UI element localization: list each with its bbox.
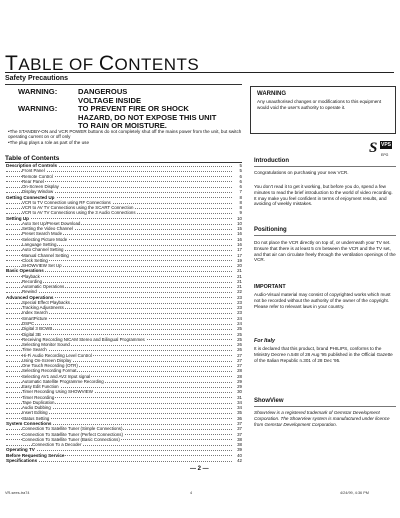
toc-entry-title: Using On-Screen Display: [22, 357, 72, 363]
toc-entry-title: Operating TV: [6, 447, 35, 453]
toc-entry-page: 37: [232, 432, 242, 437]
intro-text-2: You don't read it to get it working, but before you do, spend a few minutes to read the brief introduction to the world of video recording. It may make you feel confident in terms of enjoyment results, and avoiding of weekly mistakes.: [254, 184, 393, 207]
toc-entry-page: 17: [232, 247, 242, 252]
warning-line: HAZARD, DO NOT EXPOSE THIS UNIT: [78, 112, 217, 122]
toc-entry-page: 28: [232, 374, 242, 379]
toc-entry-page: 21: [232, 268, 242, 273]
warning-block: [18, 88, 242, 131]
toc-entry-title: VCR to AV TV Connections using the SCART Connection: [22, 205, 134, 211]
toc-entry-page: 8: [232, 205, 242, 210]
toc-entry-page: 28: [232, 368, 242, 373]
toc-entry-title: Digital 3 BCWB: [22, 326, 53, 332]
safety-heading: Safety Precautions: [5, 75, 69, 82]
toc-entry-page: 16: [232, 242, 242, 247]
toc-entry-title: Basic Operations: [6, 268, 44, 274]
toc-entry-page: 20: [232, 263, 242, 268]
toc-entry-title: Audio Dubbing: [22, 405, 51, 411]
toc-entry-page: 38: [232, 437, 242, 442]
toc-entry-title: Selecting Recording Format: [22, 368, 77, 374]
toc-entry-title: Index Search: [22, 310, 48, 316]
warning-line: VOLTAGE INSIDE: [78, 95, 142, 105]
positioning-text: Do not place the VCR directly on top of, or underneath your TV set. Ensure that there is at least 5 cm between the VCR and the TV set, and that air can circulate freely through the ventilation openings of the VCR.: [254, 240, 396, 263]
footer-file: VR-sees-tra74: [5, 491, 30, 495]
toc-entry-page: 21: [232, 279, 242, 284]
toc-entry-page: 42: [232, 458, 242, 463]
toc-entry-title: Remote Control: [22, 173, 53, 179]
toc-entry-title: Automatic Satellite Programme Recording: [22, 378, 104, 384]
toc-entry-page: 23: [232, 295, 242, 300]
toc-entry-page: 29: [232, 384, 242, 389]
toc-entry-page: 40: [232, 453, 242, 458]
toc-entry-title: Display Window: [22, 189, 54, 195]
positioning-rule: [254, 235, 396, 236]
toc-entry-title: Rewind: [22, 289, 37, 295]
italy-text: It is declared that this product, brand PHILIPS, conforms to the Ministry Decree n.548 of 28 Aug '95 published in the Official Gazette of the Italian Republic n.301 of 28 Dec '95.: [254, 346, 393, 363]
toc-entry-page: 27: [232, 358, 242, 363]
toc-list: [6, 163, 242, 463]
intro-heading: Introduction: [254, 158, 289, 164]
toc-entry-title: Connection To Satellite Tuner (Basic Connections): [22, 436, 120, 442]
toc-entry-title: DSPC: [22, 320, 35, 326]
toc-entry-page: 31: [232, 395, 242, 400]
toc-entry-title: Tape Duplication: [22, 399, 55, 405]
toc-entry-title: System Connections: [6, 421, 52, 427]
toc-entry-page: 27: [232, 363, 242, 368]
toc-entry-page: 21: [232, 274, 242, 279]
toc-entry-page: 17: [232, 253, 242, 258]
toc-entry-title: Playback: [22, 273, 40, 279]
toc-entry-title: SHOWVIEW Set Up: [22, 263, 62, 269]
toc-entry-page: 29: [232, 379, 242, 384]
toc-entry-title: Specifications: [6, 457, 38, 463]
warning-line: TO RAIN OR MOISTURE.: [78, 121, 167, 131]
toc-entry-page: 25: [232, 332, 242, 337]
toc-entry-title: Timer Recording: [22, 394, 55, 400]
vps-logo-icon: S VPS EPG: [369, 140, 392, 157]
positioning-heading: Positioning: [254, 227, 287, 233]
warning-line: WARNING: DANGEROUS: [18, 87, 128, 96]
italy-box: [254, 338, 396, 398]
toc-entry-title: Recording: [22, 278, 43, 284]
toc-entry-title: Front Panel: [22, 168, 45, 174]
important-heading: IMPORTANT: [254, 284, 286, 290]
toc-entry-title: Language Setting: [22, 241, 57, 247]
page-title: TABLE OF CONTENTS: [5, 52, 200, 75]
toc-entry-page: 8: [232, 200, 242, 205]
bullet-item: • The plug plays a role as part of the use: [8, 140, 243, 145]
toc-entry-page: 34: [232, 400, 242, 405]
toc-entry-page: 10: [232, 221, 242, 226]
showview-rule: [254, 406, 396, 407]
toc-entry-title: Rear Panel: [22, 178, 44, 184]
toc-entry-title: Selecting Picture Mode: [22, 236, 68, 242]
safety-rule: [5, 84, 242, 85]
toc-entry-page: 5: [232, 168, 242, 173]
toc-entry-page: 24: [232, 321, 242, 326]
bullet-item: • The STANDBY-ON and VCR POWER buttons do not completely shut off the mains power from the unit, but switch operating current on or off only: [8, 129, 243, 140]
title-rule: [5, 72, 394, 73]
toc-entry-title: Connection To Satellite Tuner (Simple Connections): [22, 426, 123, 432]
toc-entry-title: Manual Channel Setting: [22, 252, 69, 258]
toc-entry-title: Auto Set Up/Preset Download: [22, 220, 81, 226]
toc-entry-title: Getting Connected Up: [6, 194, 55, 200]
leader-dots: [6, 292, 232, 293]
toc-entry-title: Selecting AV1 and AV2 Input signal: [22, 373, 91, 379]
toc-entry-title: Status Setting: [22, 415, 50, 421]
toc-entry-title: Easy Edit Function: [22, 384, 59, 390]
toc-entry-page: 6: [232, 184, 242, 189]
toc-entry-page: 23: [232, 300, 242, 305]
important-box: [254, 284, 396, 344]
toc-entry-title: Connection To Satellite Tuner (Perfect Connections): [22, 431, 123, 437]
toc-entry-page: 30: [232, 389, 242, 394]
toc-entry-page: 27: [232, 353, 242, 358]
toc-entry-title: Tracking Adjustments: [22, 305, 64, 311]
leader-dots: [6, 324, 232, 325]
warning-box-heading: WARNING: [257, 91, 286, 97]
toc-entry-page: 22: [232, 289, 242, 294]
toc-entry-title: One Touch Recording (OTR): [22, 363, 78, 369]
toc-entry-page: 24: [232, 316, 242, 321]
leader-dots: [6, 461, 232, 462]
toc-entry-title: Timer Recording Using SHOWVIEW: [22, 389, 93, 395]
toc-entry-page: 23: [232, 305, 242, 310]
intro-rule: [254, 166, 396, 167]
toc-entry: [6, 458, 242, 463]
toc-entry-title: On-Screen Display: [22, 184, 59, 190]
toc-entry-title: Clock Setting: [22, 257, 48, 263]
toc-entry-page: 10: [232, 216, 242, 221]
toc-entry-page: 16: [232, 237, 242, 242]
toc-entry-page: 23: [232, 310, 242, 315]
page-number: — 2 —: [190, 466, 209, 472]
toc-entry-page: 37: [232, 426, 242, 431]
italy-heading: For Italy: [254, 338, 275, 344]
toc-entry-page: 21: [232, 284, 242, 289]
toc-entry-title: Digital 3B: [22, 331, 41, 337]
toc-entry-title: Preset Search Mode: [22, 231, 63, 237]
toc-entry-title: Selecting Monitor Sound: [22, 342, 70, 348]
warning-box: [250, 86, 396, 134]
warning-box-body: Any unauthorised changes or modifications to this equipment would void the user's authority to operate it.: [257, 99, 382, 110]
intro-text-1: Congratulations on purchasing your new VCR.: [254, 170, 349, 175]
toc-entry-title: SmartPicture: [22, 315, 48, 321]
toc-entry-title: VCR to TV Connection using RF Connections: [22, 199, 111, 205]
toc-entry-page: 26: [232, 347, 242, 352]
toc-entry-title: Setting Up: [6, 215, 29, 221]
toc-entry-page: 9: [232, 210, 242, 215]
toc-entry-title: Connection To a Decoder: [32, 442, 82, 448]
important-text: Audio-Visual material may consist of copyrighted works which must not be recorded without the authority of the owner of the copyright. Please refer to relevant laws in your country.: [254, 292, 391, 309]
toc-entry-title: Special Effect Playbacks: [22, 299, 70, 305]
toc-entry-page: 8: [232, 195, 242, 200]
showview-heading: ShowView: [254, 398, 284, 404]
footer-sheet: 4: [190, 491, 193, 495]
toc-entry-page: 6: [232, 174, 242, 179]
toc-entry-page: 34: [232, 405, 242, 410]
leader-dots: [6, 450, 232, 451]
toc-entry-page: 36: [232, 416, 242, 421]
toc-entry-title: Time Search: [22, 347, 47, 353]
toc-entry-page: 16: [232, 231, 242, 236]
toc-entry-title: Setting the Video Channel: [22, 226, 73, 232]
toc-entry-page: 35: [232, 410, 242, 415]
toc-entry-page: 5: [232, 163, 242, 168]
toc-entry-title: Hi-Fi Audio Recording Level Control: [22, 352, 92, 358]
toc-entry-page: 7: [232, 189, 242, 194]
toc-entry-title: Receiving Recording NICAM Stereo and Bilingual Programmes: [22, 336, 145, 342]
toc-entry-page: 38: [232, 442, 242, 447]
toc-entry-title: Before Requesting Service: [6, 452, 65, 458]
toc-entry-page: 26: [232, 342, 242, 347]
toc-entry-page: 6: [232, 179, 242, 184]
toc-entry-title: Insert Editing: [22, 410, 48, 416]
safety-bullets: [8, 129, 243, 145]
toc-entry-title: Automatic Operations: [22, 284, 65, 290]
toc-entry-page: 25: [232, 326, 242, 331]
showview-text: ShowView is a registered trademark of Gemstar Development Corporation. The ShowView system is manufactured under licence from Gemstar Development Corporation.: [254, 410, 390, 427]
toc-entry-title: VCR to AV TV Connections using the 3 Audio Connections: [22, 210, 136, 216]
toc-entry-page: 39: [232, 447, 242, 452]
toc-entry-title: Description of Controls: [6, 163, 58, 168]
toc-heading: Table of Contents: [5, 155, 60, 162]
toc-entry-page: 37: [232, 421, 242, 426]
footer-date: 4/24/99, 4:36 PM: [340, 491, 369, 495]
toc-entry-title: Auto Channel Setting: [22, 247, 64, 253]
toc-entry-page: 19: [232, 258, 242, 263]
toc-entry-title: Advanced Operations: [6, 294, 54, 300]
toc-entry-page: 15: [232, 226, 242, 231]
warning-line: WARNING: TO PREVENT FIRE OR SHOCK: [18, 104, 189, 114]
toc-entry-page: 25: [232, 337, 242, 342]
